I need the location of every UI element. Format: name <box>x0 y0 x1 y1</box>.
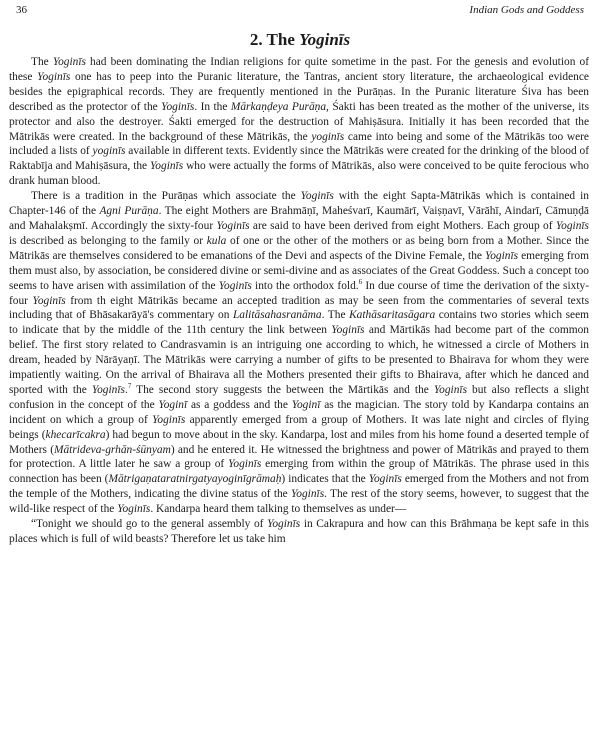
chapter-title <box>0 30 600 50</box>
paragraph-1: The Yoginīs had been dominating the Indian religions for quite sometime in the past. For the genesis and evolution of these Yoginīs one has to peep into the Puranic literature, the Tantras, ancient story literature, the archaeological evidence besides the epigraphical records. They are frequently mentioned in the Purāṇas. In the Puranic literature Śiva has been described as the protector of the Yoginīs. In the Mārkaṇḍeya Purāṇa, Śakti has been treated as the mother of the universe, its protector and also the destroyer. Śakti emerged for the destruction of Mahiṣāsura. Initially it has been recorded that the Mātrikās were created. In the background of these Mātrikās, the yoginīs came into being and some of the Mātrikās too were included a lists of yoginīs available in different texts. Evidently since the Mātrikās were created for the drinking of the blood of Raktabīja and Mahiṣāsura, the Yoginīs who were actually the forms of Mātrikās, also were conceived to be quite ferocious who drank human blood. <box>9 56 590 188</box>
chapter-title-italic: Yoginīs <box>299 30 351 49</box>
page-number: 36 <box>16 4 27 16</box>
quote-paragraph: “Tonight we should go to the general assembly of Yoginīs in Cakrapura and how can this Brāhmaṇa be kept safe in this places which is full of wild beasts? Therefore let us take him <box>9 518 589 545</box>
running-head <box>16 4 584 18</box>
body-text <box>9 55 589 547</box>
paragraph-2: There is a tradition in the Purāṇas which associate the Yoginīs with the eight Sapta-Mātrikās which is contained in Chapter-146 of the Agni Purāṇa. The eight Mothers are Brahmāṇī, Maheśvarī, Kaumārī, Vaiṣṇavī, Vārāhī, Aindarī, Cāmuṇḍā and Mahalakṣmī. Accordingly the sixty-four Yoginīs are said to have been derived from eight Mothers. Each group of Yoginīs is described as belonging to the family or kula of one or the other of the mothers or as being born from a Mother. Since the Mātrikās are themselves considered to be emanations of the Devi and aspects of the Divine Female, the Yoginīs emerging from them must also, by association, be considered divine or semi-divine and as associates of the Great Goddess. Such a concept too seems to have arisen with assimilation of the Yoginīs into the orthodox fold.$^6$ In due course of time the derivation of the sixty-four Yoginīs from th eight Mātrikās became an accepted tradition as may be seen from the commentaries of several texts including that of Bhāsakarāyā's commentary on Lalitāsahasranāma. The Kathāsaritasāgara contains two stories which seem to indicate that by the middle of the 11th century the link between Yoginīs and Mārtikās had become part of the common belief. The first story related to Candrasvamin is an intriguing one according to which, he witnessed a circle of Mothers in dream, headed by Nārāyaṇī. The Mātrikās were carrying a number of gifts to be presented to Bhairava for whom they were impatiently waiting. On the arrival of Bhairava all the Mothers presented their gifts to Bhairava, after which he danced and sported with the Yoginīs.$^7$ The second story suggests the between the Mārtikās and the Yoginīs but also reflects a slight confusion in the concept of the Yoginī as a goddess and the Yoginī as the magician. The story told by Kandarpa contains an incident on which a group of Yoginīs apparently emerged from a group of Mothers. It was late night and circles of flying beings (khecarīcakra) had begun to move about in the sky. Kandarpa, lost and miles from his home found a deserted temple of Mothers (Mātrideva-grhān-śūnyam) and he entered it. He witnessed the brightness and power of Mātrikās and prayed to them for protection. A little later he saw a group of Yoginīs emerging from within the group of Mātrikās. The phrase used in this connection has been (Mātrigaṇataratnirgatyayoginīgrāmaḥ) indicates that the Yoginīs emerged from the Mothers and not from the temple of the Mothers, indicating the divine status of the Yoginīs. The rest of the story seems, however, to suggest that the wild-like respect of the Yoginīs. Kandarpa heard them talking to themselves as under— <box>9 190 590 516</box>
running-title: Indian Gods and Goddess <box>469 4 584 16</box>
chapter-title-number: 2. The <box>249 30 300 49</box>
